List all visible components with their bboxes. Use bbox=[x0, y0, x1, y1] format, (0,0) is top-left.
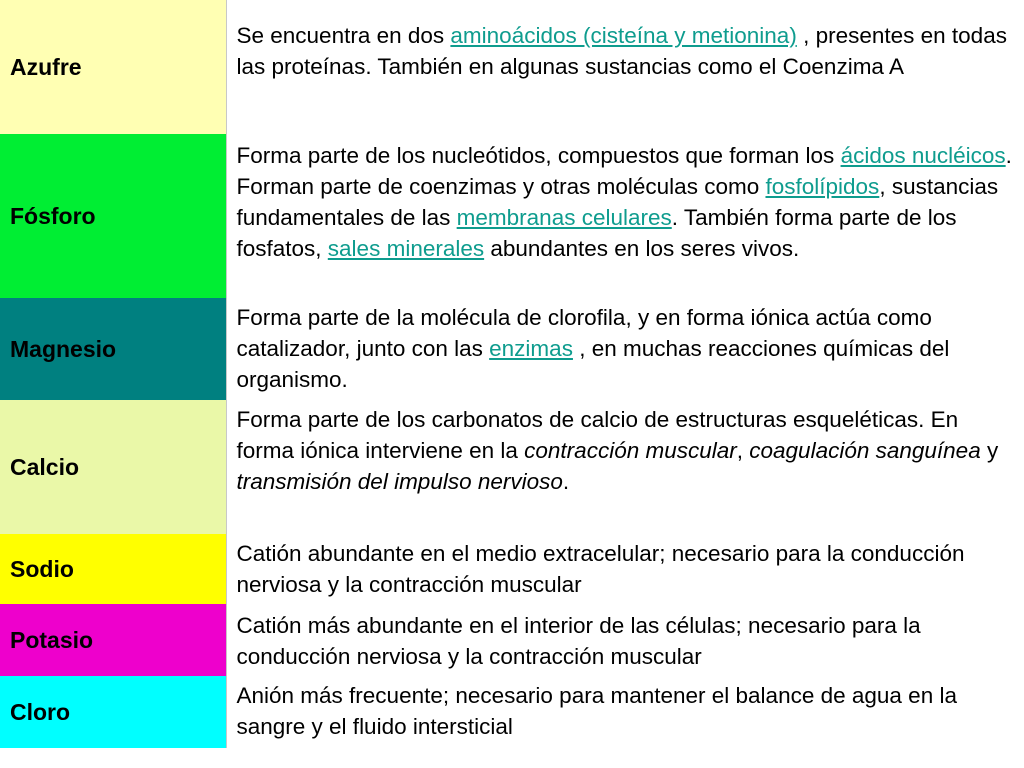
element-name-cell bbox=[0, 0, 226, 134]
element-name-cell bbox=[0, 604, 226, 676]
table-row-magnesio bbox=[0, 298, 1024, 400]
element-description bbox=[237, 680, 1015, 742]
element-description-cell bbox=[226, 534, 1024, 604]
link-aminoacidos[interactable]: aminoácidos (cisteína y metionina) bbox=[450, 23, 797, 48]
element-name-cell bbox=[0, 676, 226, 748]
link-enzimas[interactable]: enzimas bbox=[489, 336, 573, 361]
description-text: Catión más abundante en el interior de las células; necesario para la conducción nerviosa y la contracción muscular bbox=[236, 613, 921, 669]
element-description-cell bbox=[226, 134, 1024, 298]
element-name-cell bbox=[0, 534, 226, 604]
table-row-azufre bbox=[0, 0, 1024, 134]
element-description-cell bbox=[226, 298, 1024, 400]
emphasis-text: coagulación sanguínea bbox=[749, 438, 981, 463]
element-description bbox=[237, 140, 1015, 264]
element-name-cell bbox=[0, 400, 226, 534]
table-row-potasio bbox=[0, 604, 1024, 676]
element-description bbox=[237, 538, 1015, 600]
description-text: Forma parte de los nucleótidos, compuestos que forman los bbox=[236, 143, 841, 168]
element-name: Potasio bbox=[10, 626, 94, 653]
description-text: Se encuentra en dos bbox=[236, 23, 451, 48]
element-name: Azufre bbox=[10, 53, 82, 80]
description-text: Anión más frecuente; necesario para mantener el balance de agua en la sangre y el fluido intersticial bbox=[236, 683, 957, 739]
element-name: Cloro bbox=[10, 698, 71, 725]
description-text: . bbox=[562, 469, 570, 494]
description-text: y bbox=[980, 438, 999, 463]
description-text: . Forman parte de coenzimas y otras moléculas como bbox=[236, 143, 1012, 199]
table-row-sodio bbox=[0, 534, 1024, 604]
element-description-cell bbox=[226, 676, 1024, 748]
link-membranas-celulares[interactable]: membranas celulares bbox=[456, 205, 672, 230]
description-text: Forma parte de la molécula de clorofila, y en forma iónica actúa como catalizador, junto con las bbox=[236, 305, 932, 361]
description-text: , bbox=[736, 438, 750, 463]
element-description-cell bbox=[226, 400, 1024, 534]
description-text: , presentes en todas las proteínas. También en algunas sustancias como el Coenzima A bbox=[236, 23, 1007, 79]
emphasis-text: contracción muscular bbox=[524, 438, 737, 463]
description-text: . También forma parte de los fosfatos, bbox=[236, 205, 957, 261]
element-name: Magnesio bbox=[10, 335, 117, 362]
element-description bbox=[237, 404, 1015, 497]
element-description-cell bbox=[226, 0, 1024, 134]
element-name-cell bbox=[0, 134, 226, 298]
element-description-cell bbox=[226, 604, 1024, 676]
link-fosfolipidos[interactable]: fosfolípidos bbox=[765, 174, 880, 199]
table-row-fosforo bbox=[0, 134, 1024, 298]
description-text: , sustancias fundamentales de las bbox=[236, 174, 999, 230]
element-description bbox=[237, 610, 1015, 672]
table-row-calcio bbox=[0, 400, 1024, 534]
description-text: , en muchas reacciones químicas del organismo. bbox=[236, 336, 950, 392]
description-text: abundantes en los seres vivos. bbox=[484, 236, 800, 261]
table-row-cloro bbox=[0, 676, 1024, 748]
link-sales-minerales[interactable]: sales minerales bbox=[327, 236, 485, 261]
element-name: Calcio bbox=[10, 453, 80, 480]
element-name: Sodio bbox=[10, 555, 74, 582]
description-text: Catión abundante en el medio extracelular; necesario para la conducción nerviosa y la contracción muscular bbox=[236, 541, 965, 597]
element-name: Fósforo bbox=[10, 202, 96, 229]
emphasis-text: transmisión del impulso nervioso bbox=[236, 469, 563, 494]
link-acidos-nucleicos[interactable]: ácidos nucléicos bbox=[840, 143, 1006, 168]
description-text: Forma parte de los carbonatos de calcio de estructuras esqueléticas. En forma iónica interviene en la bbox=[236, 407, 959, 463]
element-name-cell bbox=[0, 298, 226, 400]
element-description bbox=[237, 302, 1015, 395]
element-description bbox=[237, 20, 1015, 82]
